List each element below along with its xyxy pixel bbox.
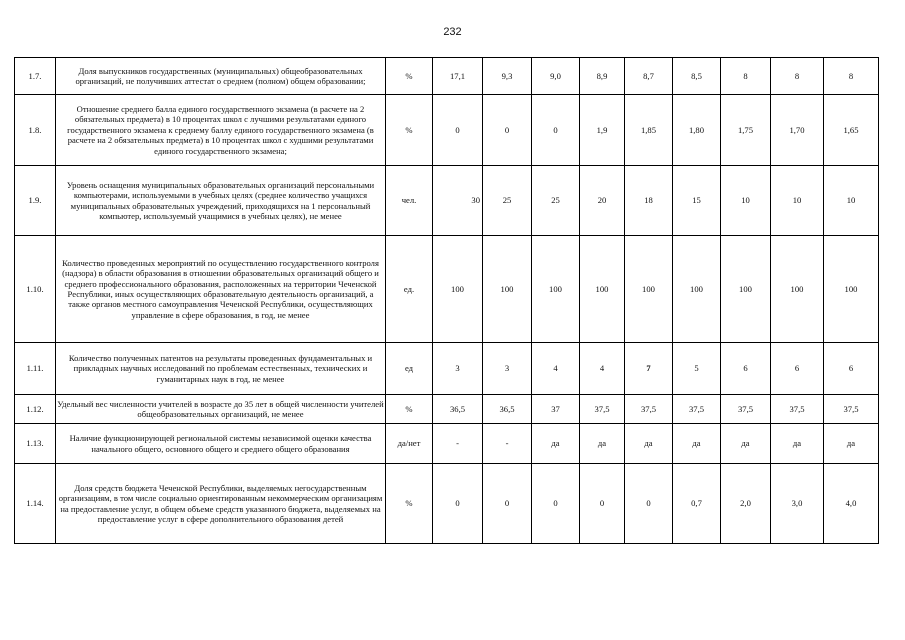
value-cell: 37,5: [824, 395, 879, 424]
row-number: 1.12.: [15, 395, 56, 424]
value-cell: 8: [771, 58, 824, 95]
table-row: [15, 395, 879, 424]
value-cell: 0: [532, 464, 580, 544]
value-cell: 25: [532, 166, 580, 236]
indicator-description: Отношение среднего балла единого государственного экзамена (в расчете на 2 обязательных предмета) в 10 процентах школ с лучшими результатами единого государственного экзамена к среднему баллу единого государственного экзамена (в расчете на 2 обязательных предмета) в 10 процентах школ с худшими результатами единого государственного экзамена;: [56, 95, 386, 166]
unit-cell: да/нет: [386, 424, 433, 464]
value-cell: 100: [721, 236, 771, 343]
value-cell: 0: [580, 464, 625, 544]
row-number: 1.9.: [15, 166, 56, 236]
value-cell: 100: [580, 236, 625, 343]
value-cell: да: [625, 424, 673, 464]
row-number: 1.7.: [15, 58, 56, 95]
value-cell: 100: [625, 236, 673, 343]
row-number: 1.13.: [15, 424, 56, 464]
value-cell: 7: [625, 343, 673, 395]
value-cell: 37: [532, 395, 580, 424]
value-cell: 6: [824, 343, 879, 395]
unit-cell: %: [386, 58, 433, 95]
value-cell: 0: [532, 95, 580, 166]
value-cell: 1,75: [721, 95, 771, 166]
value-cell: да: [771, 424, 824, 464]
table-row: [15, 424, 879, 464]
value-cell: 5: [673, 343, 721, 395]
value-cell: 100: [483, 236, 532, 343]
value-cell: 4: [580, 343, 625, 395]
value-cell: 0: [483, 95, 532, 166]
value-cell: 6: [771, 343, 824, 395]
value-cell: -: [483, 424, 532, 464]
unit-cell: %: [386, 95, 433, 166]
value-cell: 0: [483, 464, 532, 544]
value-cell: 1,80: [673, 95, 721, 166]
value-cell: 37,5: [771, 395, 824, 424]
value-cell: 36,5: [433, 395, 483, 424]
unit-cell: %: [386, 395, 433, 424]
value-cell: 15: [673, 166, 721, 236]
value-cell: 1,70: [771, 95, 824, 166]
indicator-description: Наличие функционирующей региональной системы независимой оценки качества начального общего, основного общего и среднего общего образования: [56, 424, 386, 464]
value-cell: 2,0: [721, 464, 771, 544]
value-cell: 25: [483, 166, 532, 236]
value-cell: 1,9: [580, 95, 625, 166]
value-cell: 36,5: [483, 395, 532, 424]
table-row: [15, 166, 879, 236]
value-cell: да: [721, 424, 771, 464]
value-cell: 30: [433, 166, 483, 236]
table-row: [15, 464, 879, 544]
unit-cell: ед.: [386, 236, 433, 343]
value-cell: 37,5: [580, 395, 625, 424]
value-cell: 8,5: [673, 58, 721, 95]
value-cell: 6: [721, 343, 771, 395]
page-number: 232: [443, 26, 462, 38]
table-row: [15, 343, 879, 395]
value-cell: 20: [580, 166, 625, 236]
value-cell: да: [824, 424, 879, 464]
value-cell: -: [433, 424, 483, 464]
value-cell: 37,5: [625, 395, 673, 424]
value-cell: 100: [532, 236, 580, 343]
indicator-description: Доля выпускников государственных (муниципальных) общеобразовательных организаций, не получивших аттестат о среднем (полном) общем образовании;: [56, 58, 386, 95]
value-cell: 4: [532, 343, 580, 395]
value-cell: да: [532, 424, 580, 464]
table-row: [15, 95, 879, 166]
unit-cell: ед: [386, 343, 433, 395]
value-cell: 10: [721, 166, 771, 236]
value-cell: 8,7: [625, 58, 673, 95]
indicator-description: Количество проведенных мероприятий по осуществлению государственного контроля (надзора) в области образования в отношении образовательных организаций общего и среднего профессионального образования, расположенных на территории Чеченской Республики, иных осуществляющих образовательную деятельность организаций, а также органов местного самоуправления Чеченской Республики, осуществляющих управление в сфере образования, в год, не менее: [56, 236, 386, 343]
value-cell: да: [580, 424, 625, 464]
value-cell: 37,5: [673, 395, 721, 424]
value-cell: 100: [771, 236, 824, 343]
value-cell: 9,3: [483, 58, 532, 95]
indicator-description: Уровень оснащения муниципальных образовательных организаций персональными компьютерами, используемыми в учебных целях (среднее количество учащихся муниципальных образовательных учреждений, приходящихся на 1 персональный компьютер, используемый учащимися в учебных целях), не менее: [56, 166, 386, 236]
indicator-description: Удельный вес численности учителей в возрасте до 35 лет в общей численности учителей общеобразовательных организаций, не менее: [56, 395, 386, 424]
row-number: 1.14.: [15, 464, 56, 544]
value-cell: 10: [824, 166, 879, 236]
table-row: [15, 236, 879, 343]
value-cell: 18: [625, 166, 673, 236]
value-cell: 17,1: [433, 58, 483, 95]
value-cell: 3: [483, 343, 532, 395]
value-cell: 100: [673, 236, 721, 343]
indicator-description: Количество полученных патентов на результаты проведенных фундаментальных и прикладных научных исследований по проблемам естественных, технических и гуманитарных наук в год, не менее: [56, 343, 386, 395]
value-cell: 100: [433, 236, 483, 343]
value-cell: 8,9: [580, 58, 625, 95]
value-cell: 9,0: [532, 58, 580, 95]
unit-cell: чел.: [386, 166, 433, 236]
value-cell: 1,85: [625, 95, 673, 166]
value-cell: 8: [721, 58, 771, 95]
value-cell: 1,65: [824, 95, 879, 166]
value-cell: 0,7: [673, 464, 721, 544]
value-cell: 3: [433, 343, 483, 395]
value-cell: 0: [625, 464, 673, 544]
value-cell: 37,5: [721, 395, 771, 424]
row-number: 1.10.: [15, 236, 56, 343]
row-number: 1.8.: [15, 95, 56, 166]
value-cell: 4,0: [824, 464, 879, 544]
indicator-description: Доля средств бюджета Чеченской Республики, выделяемых негосударственным организациям, в том числе социально ориентированным некоммерческим организациям на предоставление услуг, в общем объеме средств указанного бюджета, выделяемых на предоставление услуг в сфере дополнительного образования детей: [56, 464, 386, 544]
value-cell: 10: [771, 166, 824, 236]
value-cell: 100: [824, 236, 879, 343]
value-cell: 0: [433, 464, 483, 544]
unit-cell: %: [386, 464, 433, 544]
table-row: [15, 58, 879, 95]
value-cell: 0: [433, 95, 483, 166]
value-cell: 3,0: [771, 464, 824, 544]
row-number: 1.11.: [15, 343, 56, 395]
indicators-table: [14, 57, 879, 544]
value-cell: 8: [824, 58, 879, 95]
value-cell: да: [673, 424, 721, 464]
